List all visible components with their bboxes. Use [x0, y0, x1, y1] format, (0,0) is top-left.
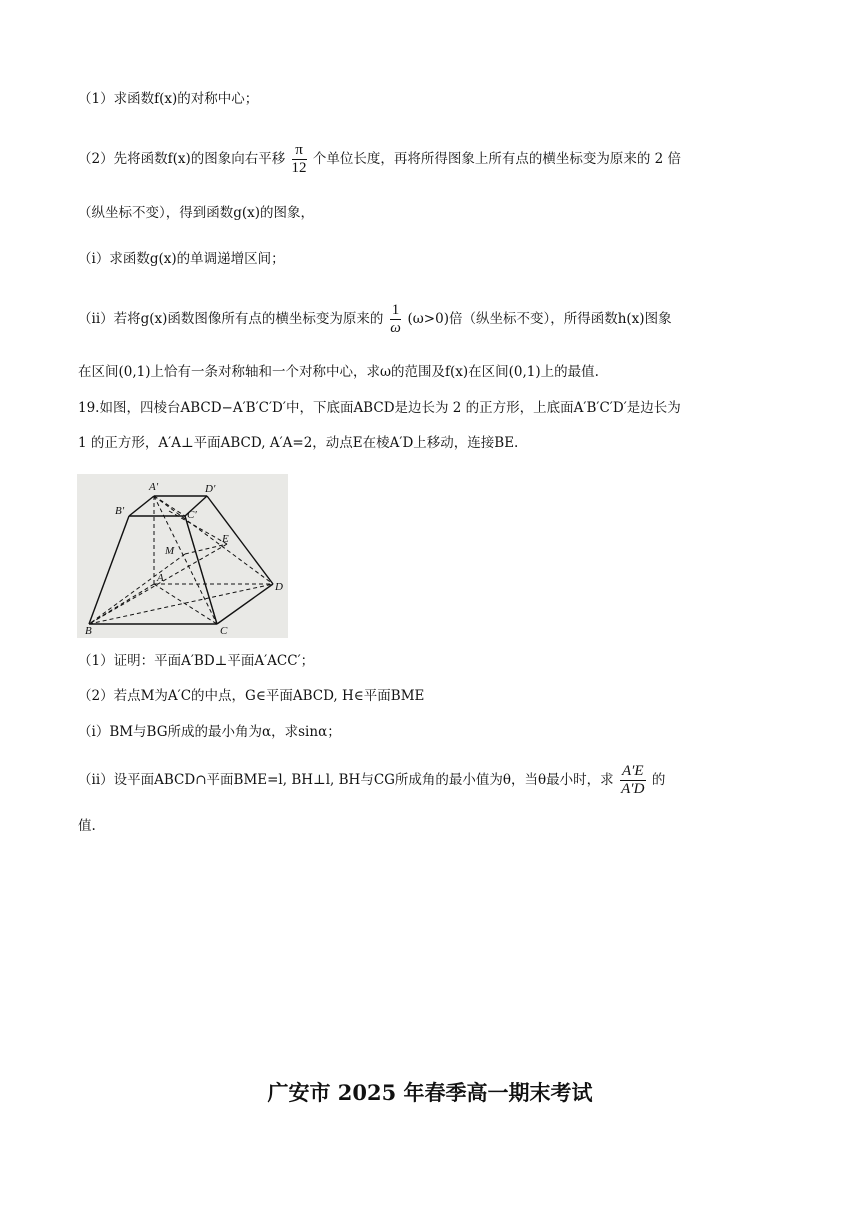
label-C: C: [220, 625, 228, 637]
q18-shift-fraction: [292, 143, 307, 176]
vertex-labels: [85, 481, 283, 637]
q18-part1: （1）求函数f(x)的对称中心；: [78, 91, 259, 107]
fraction-denominator: ω: [390, 320, 401, 336]
q19-sub-ii-text-a: （ii）设平面ABCD∩平面BME=l, BH⊥l, BH与CG所成角的最小值为θ，当θ最小时，求: [78, 772, 614, 788]
label-D: D: [275, 581, 283, 593]
label-C1: C′: [187, 509, 197, 521]
fraction-numerator: π: [292, 143, 307, 160]
q19-intro-b: 1 的正方形，A′A⊥平面ABCD, A′A=2，动点E在棱A′D上移动，连接BE.: [78, 435, 519, 451]
q19-sub-ii-line: [78, 764, 665, 797]
label-M: M: [165, 545, 175, 557]
label-A1: A′: [149, 481, 159, 493]
fraction-denominator: A′D: [621, 781, 645, 797]
label-B: B: [85, 625, 92, 637]
label-D1: D′: [205, 483, 216, 495]
q18-part2-line: [78, 143, 681, 176]
q19-ratio-fraction: [620, 764, 646, 797]
exam-title: 广安市 2025 年春季高一期末考试: [267, 1080, 593, 1105]
q19-part2: （2）若点M为A′C的中点，G∈平面ABCD, H∈平面BME: [78, 688, 425, 704]
frustum-diagram: [77, 474, 288, 638]
fraction-denominator: 12: [291, 160, 307, 176]
fraction-numerator: A′E: [621, 763, 644, 779]
label-A: A: [157, 572, 164, 584]
q18-sub-ii-line: [78, 303, 672, 336]
q18-sub-ii-text-b: (ω>0)倍（纵坐标不变），所得函数h(x)图象: [407, 311, 672, 327]
q18-part2-text-c: （纵坐标不变），得到函数g(x)的图象，: [78, 205, 315, 221]
q19-sub-ii-text-b: 的: [651, 772, 666, 788]
q19-sub-i: （i）BM与BG所成的最小角为α，求sinα；: [78, 724, 341, 740]
q18-sub-ii-text-c: 在区间(0,1)上恰有一条对称轴和一个对称中心，求ω的范围及f(x)在区间(0,1)上的最值.: [78, 364, 599, 380]
label-E: E: [222, 533, 229, 545]
label-B1: B′: [115, 505, 125, 517]
q18-sub-ii-text-a: （ii）若将g(x)函数图像所有点的横坐标变为原来的: [78, 311, 384, 327]
q18-part2-text-a: （2）先将函数f(x)的图象向右平移: [78, 151, 286, 167]
q18-sub-i: （i）求函数g(x)的单调递增区间；: [78, 251, 285, 267]
q18-omega-fraction: [390, 303, 402, 336]
q19-sub-ii-text-c: 值.: [78, 818, 96, 834]
q19-intro-a: 19.如图，四棱台ABCD−A′B′C′D′中，下底面ABCD是边长为 2 的正方形，上底面A′B′C′D′是边长为: [78, 400, 681, 416]
fraction-numerator: 1: [391, 302, 400, 318]
q18-part2-text-b: 个单位长度，再将所得图象上所有点的横坐标变为原来的 2 倍: [312, 151, 681, 167]
frustum-figure: [77, 474, 288, 638]
q19-part1: （1）证明：平面A′BD⊥平面A′ACC′；: [78, 653, 315, 669]
